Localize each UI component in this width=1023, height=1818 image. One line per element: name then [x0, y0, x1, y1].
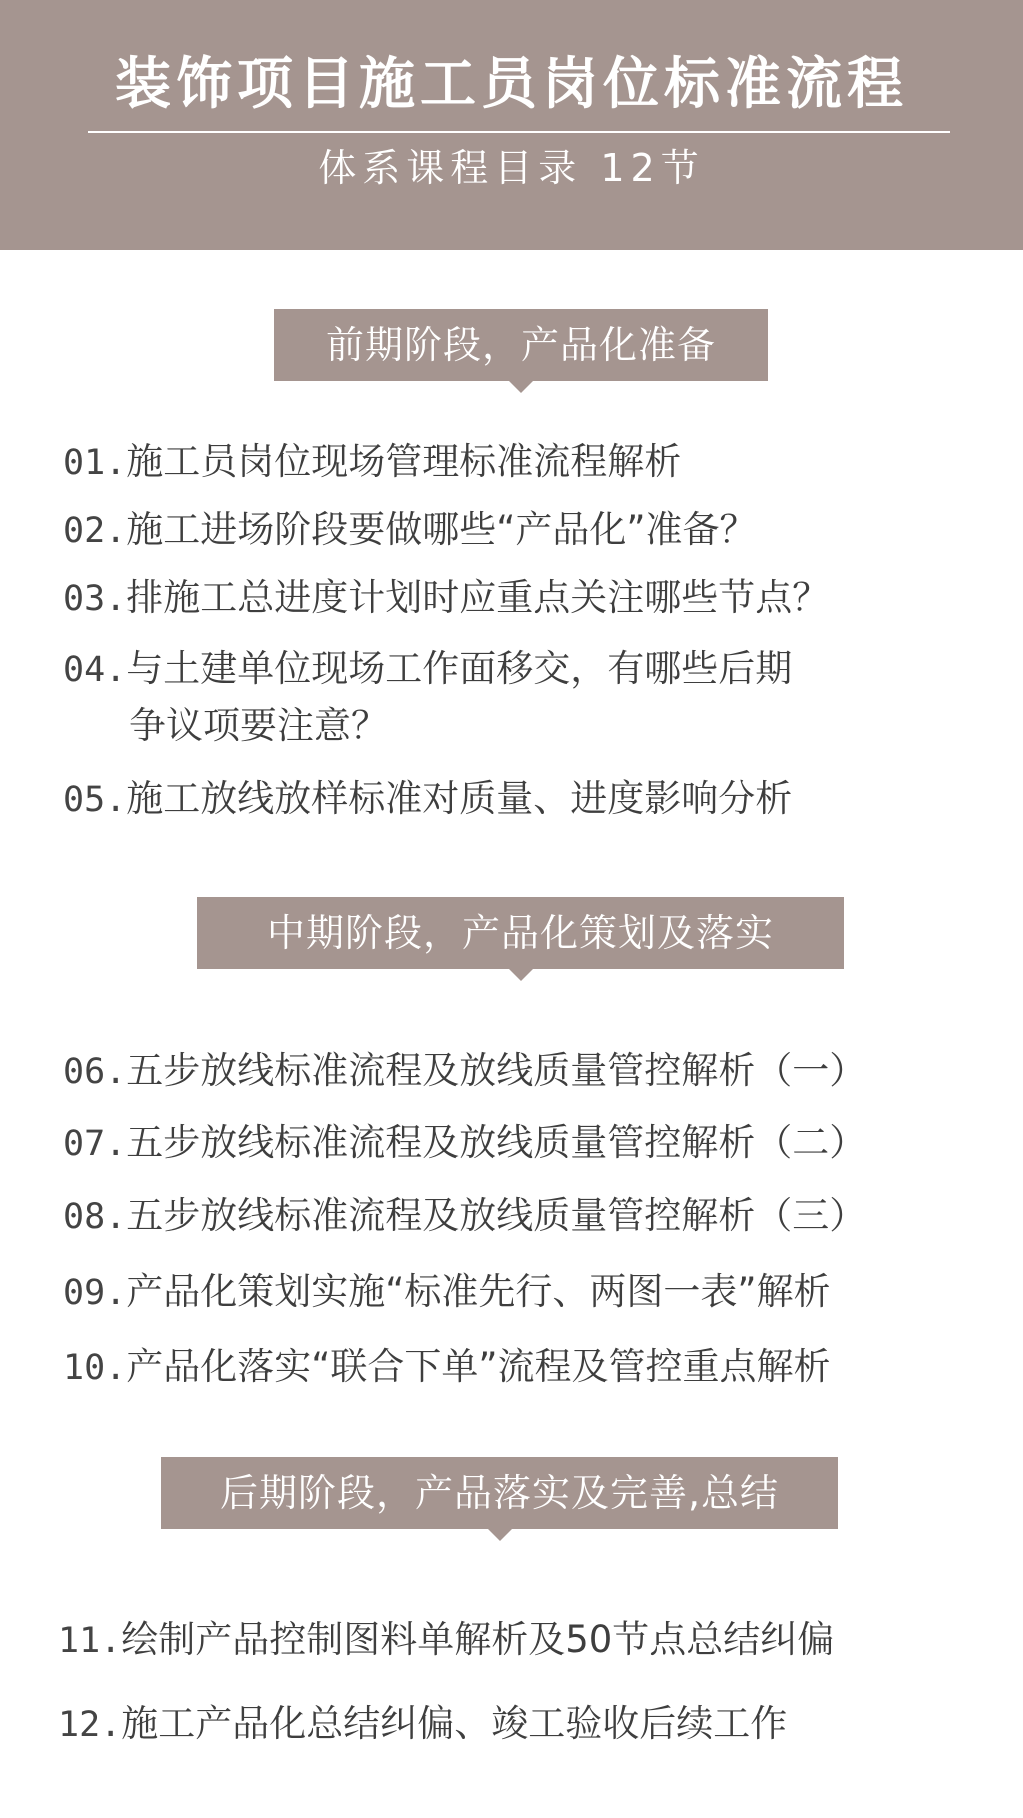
lesson-item: [63, 1043, 866, 1100]
lesson-title: 绘制产品控制图料单解析及50节点总结纠偏: [121, 1618, 835, 1661]
lesson-number: 04.: [63, 650, 127, 690]
lesson-item: [63, 570, 829, 627]
lesson-item: [58, 1696, 787, 1753]
page-subtitle: 体系课程目录 12节: [318, 146, 705, 190]
lesson-number: 08.: [63, 1197, 127, 1237]
lesson-number: 06.: [63, 1052, 127, 1092]
lesson-number: 07.: [63, 1124, 127, 1164]
section-title-late: 后期阶段，产品落实及完善,总结: [161, 1457, 838, 1529]
section-title-early: 前期阶段，产品化准备: [274, 309, 768, 381]
lesson-title: 与土建单位现场工作面移交，有哪些后期: [126, 647, 793, 690]
lesson-item: [63, 641, 792, 754]
lesson-number: 03.: [63, 579, 127, 619]
lesson-number: 09.: [63, 1273, 127, 1313]
lesson-item: [63, 1188, 866, 1245]
lesson-item: [58, 1612, 834, 1669]
lesson-item: [63, 434, 681, 491]
lesson-number: 10.: [63, 1348, 127, 1388]
lesson-title: 施工员岗位现场管理标准流程解析: [126, 440, 682, 483]
lesson-title: 五步放线标准流程及放线质量管控解析（三）: [126, 1194, 867, 1237]
lesson-title: 五步放线标准流程及放线质量管控解析（二）: [126, 1121, 867, 1164]
lesson-number: 11.: [58, 1621, 122, 1661]
lesson-item: [63, 771, 792, 828]
lesson-item: [63, 1264, 831, 1321]
page-title: 装饰项目施工员岗位标准流程: [115, 51, 908, 117]
section-title-middle: 中期阶段，产品化策划及落实: [197, 897, 844, 969]
lesson-number: 05.: [63, 780, 127, 820]
lesson-title: 产品化策划实施“标准先行、两图一表”解析: [126, 1270, 831, 1313]
header-banner: [0, 0, 1023, 250]
lesson-title: 排施工总进度计划时应重点关注哪些节点？: [126, 576, 830, 619]
lesson-title-continued: 争议项要注意？: [129, 704, 388, 747]
lesson-number: 01.: [63, 443, 127, 483]
lesson-number: 02.: [63, 511, 127, 551]
lesson-title: 施工放线放样标准对质量、进度影响分析: [126, 777, 793, 820]
lesson-title: 产品化落实“联合下单”流程及管控重点解析: [126, 1345, 831, 1388]
lesson-title: 五步放线标准流程及放线质量管控解析（一）: [126, 1049, 867, 1092]
lesson-title: 施工进场阶段要做哪些“产品化”准备？: [126, 508, 757, 551]
title-divider: [88, 131, 950, 133]
lesson-title: 施工产品化总结纠偏、竣工验收后续工作: [121, 1702, 788, 1745]
lesson-item: [63, 502, 757, 559]
lesson-item: [63, 1115, 866, 1172]
lesson-number: 12.: [58, 1705, 122, 1745]
lesson-item: [63, 1339, 831, 1396]
